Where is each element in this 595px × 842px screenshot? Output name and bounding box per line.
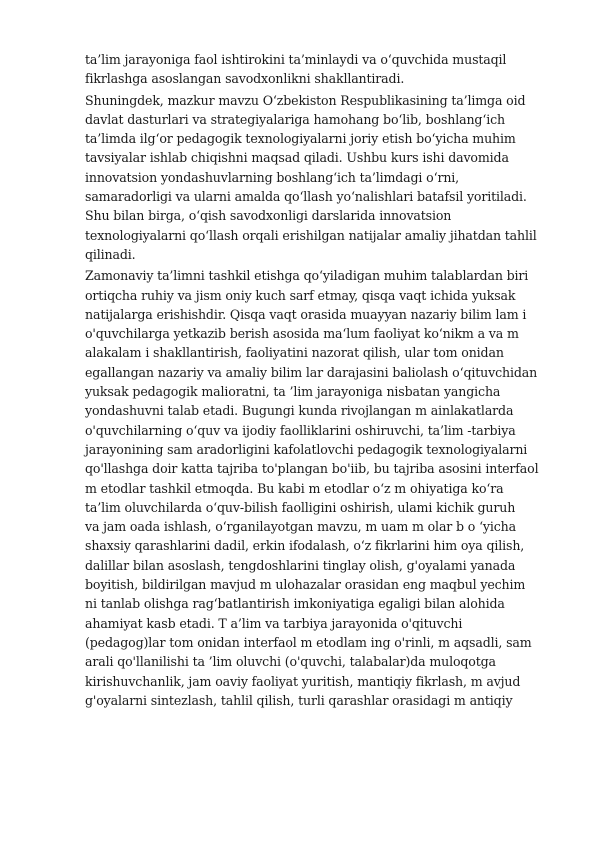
text-line: Shu bilan birga, o‘qish savodxonligi darslarida innovatsion bbox=[85, 208, 452, 224]
text-line: ta’lim jarayoniga faol ishtirokini ta’minlaydi va o‘quvchida mustaqil bbox=[85, 52, 507, 67]
text-line: ortiqcha ruhiy va jism oniy kuch sarf etmay, qisqa vaqt ichida yuksak bbox=[85, 287, 516, 303]
text-line: alakalam i shakllantirish, faoliyatini nazorat qilish, ular tom onidan bbox=[85, 345, 504, 361]
text-line: dalillar bilan asoslash, tengdoshlarini tinglay olish, g'oyalami yanada bbox=[85, 557, 516, 573]
text-line: ta’lim oluvchilarda o‘quv-bilish faolligini oshirish, ulami kichik guruh bbox=[85, 499, 516, 515]
text-line: g'oyalarni sintezlash, tahlil qilish, turli qarashlar orasidagi m antiqiy bbox=[85, 692, 513, 708]
text-line: samaradorligi va ularni amalda qo‘llash yo‘nalishlari batafsil yoritiladi. bbox=[85, 189, 527, 205]
text-line: qilinadi. bbox=[85, 246, 136, 262]
text-line: (pedagog)lar tom onidan interfaol m etodlam ing o'rinli, m aqsadli, sam bbox=[85, 634, 532, 650]
text-line: jarayonining sam aradorligini kafolatlovchi pedagogik texnologiyalarni bbox=[85, 441, 528, 457]
text-line: boyitish, bildirilgan mavjud m ulohazalar orasidan eng maqbul yechim bbox=[85, 577, 526, 593]
text-line: innovatsion yondashuvlarning boshlang‘ich ta’limdagi o‘rni, bbox=[85, 169, 460, 185]
text-line: yuksak pedagogik malioratni, ta ’lim jarayoniga nisbatan yangicha bbox=[85, 384, 501, 400]
text-line: Zamonaviy ta’limni tashkil etishga qo‘yiladigan muhim talablardan biri bbox=[85, 268, 529, 284]
text-line: shaxsiy qarashlarini dadil, erkin ifodalash, o‘z fikrlarini him oya qilish, bbox=[85, 538, 525, 554]
text-line: qo'llashga doir katta tajriba to'plangan bo'iib, bu tajriba asosini interfaol bbox=[85, 461, 539, 477]
text-line: ahamiyat kasb etadi. T a’lim va tarbiya jarayonida o'qituvchi bbox=[85, 615, 463, 631]
text-line: Shuningdek, mazkur mavzu O‘zbekiston Respublikasining ta’limga oid bbox=[85, 92, 526, 108]
text-line: fikrlashga asoslangan savodxonlikni shakllantiradi. bbox=[85, 71, 405, 87]
text-line: va jam oada ishlash, o‘rganilayotgan mavzu, m uam m olar b o ‘yicha bbox=[85, 519, 516, 535]
text-line: arali qo'llanilishi ta ’lim oluvchi (o'quvchi, talabalar)da muloqotga bbox=[85, 654, 496, 670]
text-line: egallangan nazariy va amaliy bilim lar darajasini baliolash o‘qituvchidan bbox=[85, 364, 538, 380]
text-line: davlat dasturlari va strategiyalariga hamohang bo‘lib, boshlang‘ich bbox=[85, 111, 505, 127]
text-line: tavsiyalar ishlab chiqishni maqsad qiladi. Ushbu kurs ishi davomida bbox=[85, 150, 509, 166]
body-text bbox=[85, 50, 555, 710]
paragraph bbox=[85, 91, 555, 265]
text-line: o'quvchilarning o‘quv va ijodiy faolliklarini oshiruvchi, ta’lim -tarbiya bbox=[85, 422, 516, 438]
text-line: kirishuvchanlik, jam oaviy faoliyat yuritish, mantiqiy fikrlash, m avjud bbox=[85, 673, 521, 689]
text-line: o'quvchilarga yetkazib berish asosida ma‘lum faoliyat ko‘nikm a va m bbox=[85, 326, 519, 342]
text-line: m etodlar tashkil etmoqda. Bu kabi m etodlar o‘z m ohiyatiga ko‘ra bbox=[85, 480, 504, 496]
paragraph bbox=[85, 50, 555, 89]
text-line: texnologiyalarni qo‘llash orqali erishilgan natijalar amaliy jihatdan tahlil bbox=[85, 227, 537, 243]
text-line: ta’limda ilg‘or pedagogik texnologiyalarni joriy etish bo‘yicha muhim bbox=[85, 131, 516, 147]
text-line: yondashuvni talab etadi. Bugungi kunda rivojlangan m ainlakatlarda bbox=[85, 403, 514, 419]
text-line: ni tanlab olishga rag‘batlantirish imkoniyatiga egaligi bilan alohida bbox=[85, 596, 505, 612]
paragraph bbox=[85, 266, 555, 710]
text-line: natijalarga erishishdir. Qisqa vaqt orasida muayyan nazariy bilim lam i bbox=[85, 306, 527, 322]
